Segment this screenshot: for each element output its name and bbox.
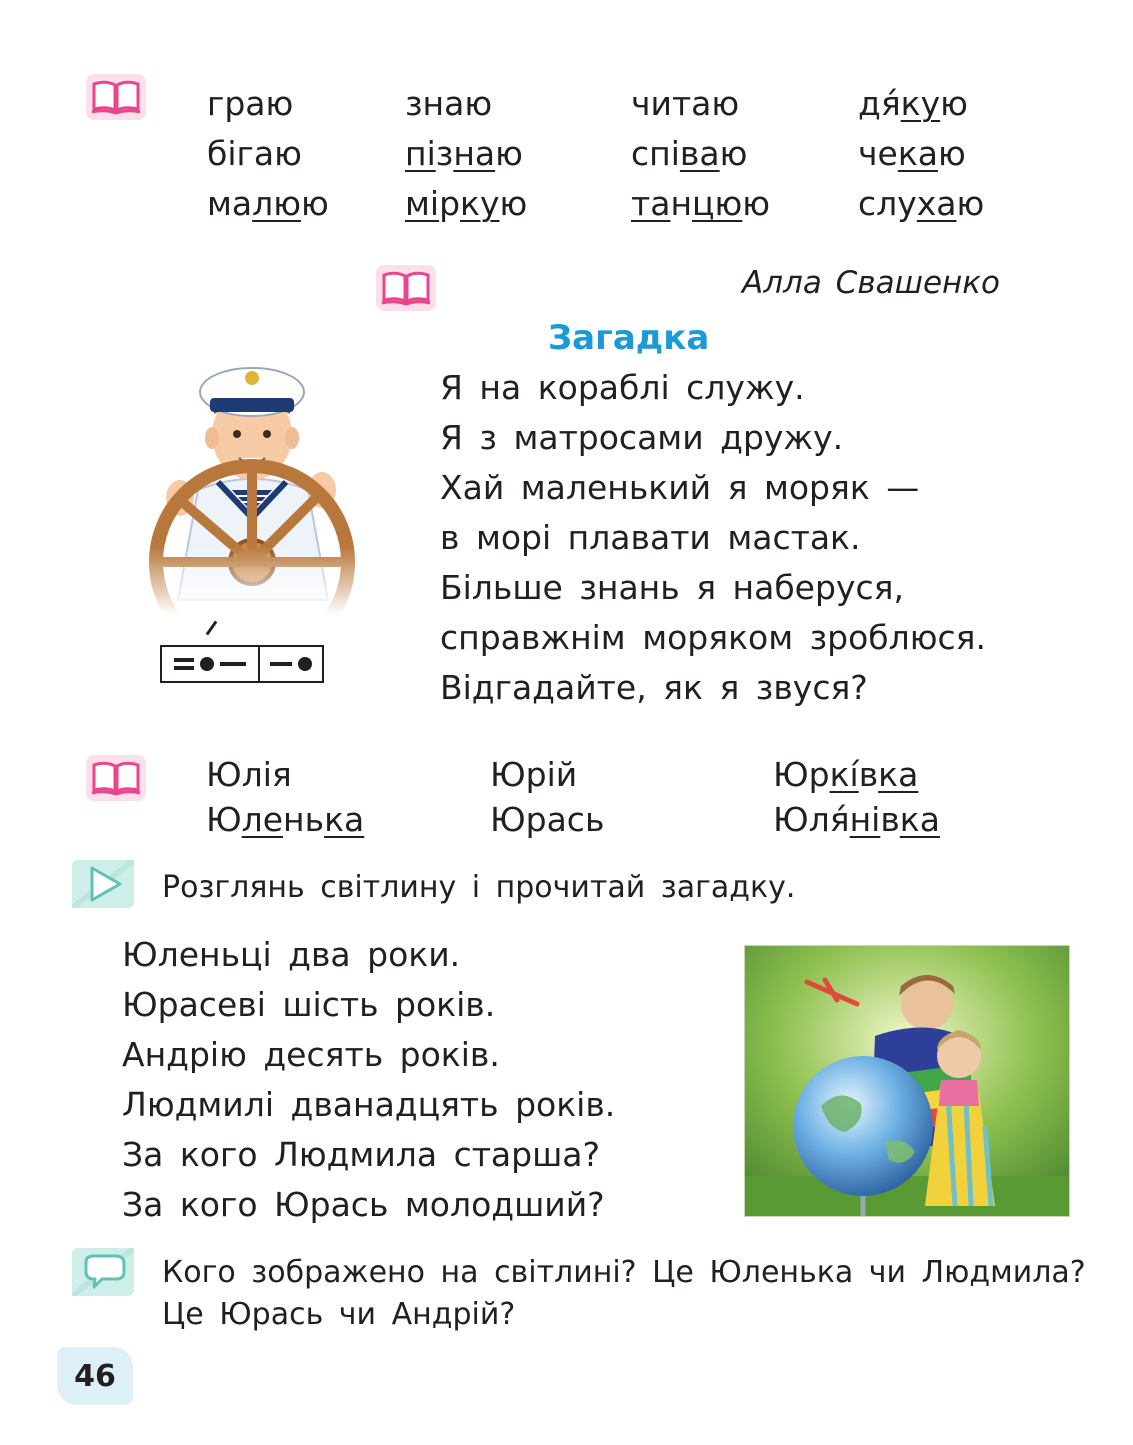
task-line: Людмилі дванадцять років. — [122, 1085, 616, 1124]
book-icon — [374, 263, 438, 313]
word-item — [631, 84, 739, 124]
word-part: нь — [283, 800, 325, 839]
word-part: спі — [631, 134, 680, 173]
word-part: че — [858, 134, 898, 173]
name-item — [206, 800, 364, 840]
poem-line: Я з матросами дружу. — [440, 418, 844, 457]
word-item — [631, 134, 747, 174]
word-part: р — [439, 184, 461, 223]
word-item — [405, 84, 492, 124]
poem-line: справжнім моряком зроблюся. — [440, 618, 986, 657]
underlined-syllable: лю — [252, 184, 301, 223]
poem-line: Відгадайте, як я звуся? — [440, 668, 868, 707]
word-part: Юля́ — [773, 800, 850, 839]
word-part: в — [858, 755, 879, 794]
underlined-syllable: ка — [899, 800, 940, 839]
book-icon — [84, 753, 148, 803]
word-part: ю — [956, 184, 985, 223]
underlined-syllable: ні — [849, 800, 881, 839]
word-part: бігаю — [207, 134, 302, 173]
word-item — [405, 184, 527, 224]
word-item — [207, 184, 329, 224]
book-icon — [84, 72, 148, 122]
underlined-syllable: мі — [405, 184, 440, 223]
page-number: 46 — [57, 1347, 133, 1405]
word-part: Юр — [773, 755, 830, 794]
poem-line: Більше знань я наберуся, — [440, 568, 904, 607]
word-item — [631, 184, 770, 224]
poem-title: Загадка — [548, 318, 710, 358]
underlined-syllable: пі — [405, 134, 436, 173]
word-part: Юрій — [490, 755, 578, 794]
word-part: з — [435, 134, 454, 173]
word-item — [405, 134, 523, 174]
word-part: граю — [207, 84, 294, 123]
task-line: Андрію десять років. — [122, 1035, 500, 1074]
word-part: ма — [207, 184, 253, 223]
task-instruction: Розглянь світлину і прочитай загадку. — [162, 870, 796, 905]
underlined-syllable: ка — [324, 800, 365, 839]
word-item — [858, 184, 984, 224]
poem-line: Хай маленький я моряк — — [440, 468, 920, 507]
name-item — [490, 800, 604, 840]
word-item — [858, 134, 966, 174]
word-part: слу — [858, 184, 917, 223]
word-item — [858, 84, 968, 124]
word-item — [207, 84, 293, 124]
scheme-syllable-1 — [162, 647, 258, 681]
underlined-syllable: ка — [897, 134, 938, 173]
task-line: За кого Людмила старша? — [122, 1135, 601, 1174]
task-line: Юрасеві шість років. — [122, 985, 496, 1024]
word-part: ю — [940, 84, 968, 123]
word-part: Юлія — [206, 755, 292, 794]
word-part: Юрась — [490, 800, 605, 839]
name-item — [206, 755, 292, 795]
underlined-syllable: ку — [460, 184, 500, 223]
underlined-syllable: кі́ — [829, 755, 859, 794]
word-part: ю — [301, 184, 329, 223]
underlined-syllable: ха — [916, 184, 957, 223]
word-part: н — [670, 184, 693, 223]
discussion-question-1: Кого зображено на світлині? Це Юленька чи Людмила? — [162, 1255, 1086, 1290]
word-part: ю — [937, 134, 966, 173]
word-part: ю — [495, 134, 523, 173]
sailor-boy-illustration — [140, 340, 365, 615]
poem-line: в морі плавати мастак. — [440, 518, 861, 557]
underlined-syllable: та — [631, 184, 671, 223]
underlined-syllable: ле — [241, 800, 284, 839]
word-part: дя́ — [858, 84, 901, 123]
word-part: ю — [719, 134, 748, 173]
play-icon — [72, 860, 134, 908]
word-item — [207, 134, 302, 174]
name-item — [773, 755, 918, 795]
word-part: Ю — [206, 800, 242, 839]
poem-line: Я на кораблі служу. — [440, 368, 805, 407]
word-part: ю — [499, 184, 528, 223]
underlined-syllable: ка — [878, 755, 919, 794]
underlined-syllable: на — [453, 134, 496, 173]
discussion-question-2: Це Юрась чи Андрій? — [162, 1297, 516, 1332]
children-with-globe-photo — [745, 946, 1069, 1216]
word-part: ю — [742, 184, 771, 223]
word-part: знаю — [405, 84, 493, 123]
poem-author: Алла Свашенко — [742, 265, 1000, 301]
word-part: читаю — [631, 84, 740, 123]
stress-mark — [206, 621, 218, 636]
name-item — [773, 800, 940, 840]
word-part: в — [880, 800, 900, 839]
underlined-syllable: ку — [900, 84, 941, 123]
sound-scheme — [160, 645, 324, 683]
scheme-syllable-2 — [258, 647, 322, 681]
task-line: За кого Юрась молодший? — [122, 1185, 605, 1224]
underlined-syllable: ва — [679, 134, 720, 173]
speech-bubble-icon — [72, 1248, 134, 1296]
name-item — [490, 755, 577, 795]
task-line: Юленьці два роки. — [122, 935, 461, 974]
underlined-syllable: цю — [692, 184, 743, 223]
